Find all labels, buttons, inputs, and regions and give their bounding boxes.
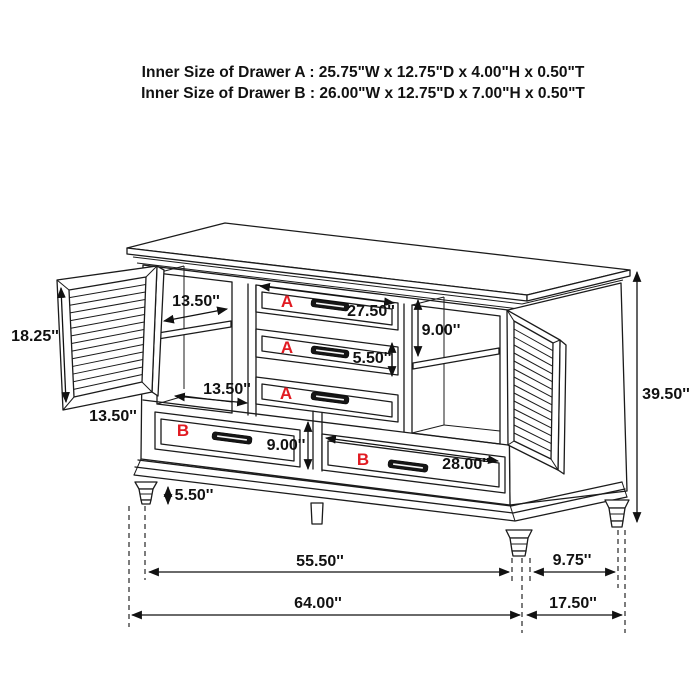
drawer-a-spec: Inner Size of Drawer A : 25.75"W x 12.75"D x 4.00"H x 0.50"T xyxy=(141,64,585,81)
rear-right-leg xyxy=(605,500,629,527)
drawer-b2-letter: B xyxy=(356,450,370,469)
drawer-b-spec: Inner Size of Drawer B : 26.00"W x 12.75"D x 7.00"H x 0.50"T xyxy=(141,85,585,102)
dim-label-right-shelf-height: 9.00'' xyxy=(421,322,461,339)
dim-label-leg-height: 5.50'' xyxy=(174,487,214,504)
dim-label-drawer-b-width: 28.00'' xyxy=(442,456,490,473)
dim-label-door-height: 18.25'' xyxy=(11,328,59,345)
dim-label-leg-depth-span: 9.75'' xyxy=(552,552,592,569)
front-left-leg xyxy=(135,482,157,504)
center-leg xyxy=(311,503,323,524)
drawer-a3-letter: A xyxy=(279,384,293,403)
dim-label-shelf-depth: 13.50'' xyxy=(172,293,220,310)
dim-label-compartment-width: 13.50'' xyxy=(203,381,251,398)
extension-lines xyxy=(129,506,625,633)
dim-label-door-width: 13.50'' xyxy=(89,408,137,425)
dim-label-front-leg-span: 55.50'' xyxy=(296,553,344,570)
drawer-spec-header xyxy=(141,62,585,104)
drawer-a2-letter: A xyxy=(280,338,294,357)
dim-label-overall-depth: 17.50'' xyxy=(549,595,597,612)
dim-label-drawer-a-width: 27.50'' xyxy=(347,303,395,320)
left-door xyxy=(57,266,164,410)
front-right-leg xyxy=(506,530,532,556)
dim-label-drawer-a-height: 5.50'' xyxy=(352,350,392,367)
dim-label-overall-height: 39.50'' xyxy=(642,386,690,403)
dim-label-overall-width: 64.00'' xyxy=(294,595,342,612)
drawer-b1-letter: B xyxy=(176,421,190,440)
dim-label-drawer-b-height: 9.00'' xyxy=(266,437,306,454)
drawer-a1-letter: A xyxy=(280,292,294,311)
